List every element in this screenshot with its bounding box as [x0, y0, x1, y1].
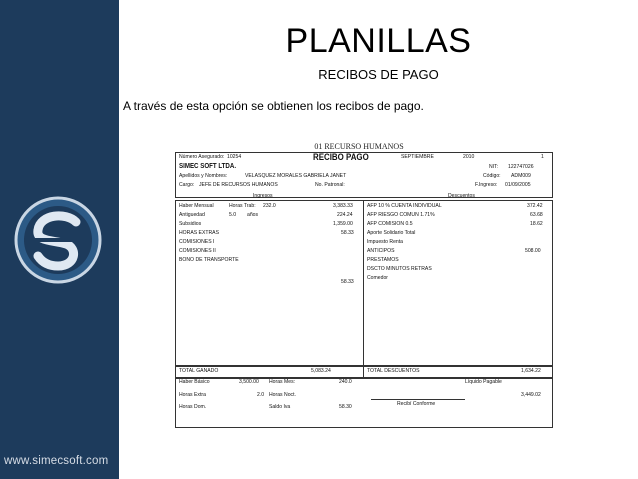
totals-box: [175, 366, 553, 378]
extra-hours-label: Horas Extra: [179, 392, 206, 398]
afp1-label: AFP 10 % CUENTA INDIVIDUAL: [367, 203, 442, 209]
signature-label: Recibí Conforme: [397, 401, 436, 407]
hours-worked-value: 232.0: [263, 203, 276, 209]
extra-hours-value: 2.0: [257, 392, 265, 398]
slide-description: A través de esta opción se obtienen los recibos de pago.: [123, 99, 424, 113]
commissions1-label: COMISIONES I: [179, 239, 215, 245]
nit-value: 122747026: [508, 164, 534, 170]
income-header: Ingresos: [253, 193, 273, 199]
seniority-years: 5.0: [229, 212, 237, 218]
base-salary-label: Haber Mensual: [179, 203, 214, 209]
night-hours-label: Horas Noct.: [269, 392, 296, 398]
afp1-value: 372.42: [527, 203, 543, 209]
receipt-body-box: [175, 200, 553, 366]
net-pay-value: 3,449.02: [521, 392, 541, 398]
hours-worked-label: Horas Trab:: [229, 203, 256, 209]
date-value: 01/09/2005: [505, 182, 531, 188]
slide-subtitle: RECIBOS DE PAGO: [318, 67, 439, 82]
afp3-value: 18.62: [530, 221, 543, 227]
sunday-hours-label: Horas Dom.: [179, 404, 207, 410]
balance-label: Saldo Iva: [269, 404, 291, 410]
receipt-page: 1: [541, 154, 544, 160]
company-name: SIMEC SOFT LTDA.: [179, 163, 237, 170]
advances-value: 508.00: [525, 248, 541, 254]
receipt-month: SEPTIEMBRE: [401, 154, 434, 160]
nit-label: NIT:: [489, 164, 499, 170]
receipt-title: RECIBO PAGO: [313, 152, 369, 162]
month-hours-value: 240.0: [339, 379, 352, 385]
total-deductions-value: 1,634.22: [521, 368, 541, 374]
advances-label: ANTICIPOS: [367, 248, 395, 254]
afp2-value: 63.68: [530, 212, 543, 218]
total-earned-value: 5,083.24: [311, 368, 331, 374]
receipt-year: 2010: [463, 154, 475, 160]
receipt-department: 01 RECURSO HUMANOS: [314, 142, 404, 151]
overtime-label: HORAS EXTRAS: [179, 230, 219, 236]
subsidies-label: Subsidios: [179, 221, 202, 227]
pay-receipt: [163, 142, 555, 468]
late-label: DSCTO MINUTOS RETRAS: [367, 266, 432, 272]
net-pay-label: Líquido Pagable: [465, 379, 502, 385]
insured-value: 10254: [227, 154, 242, 160]
transport-label: BONO DE TRANSPORTE: [179, 257, 239, 263]
seniority-unit: años: [247, 212, 259, 218]
loans-label: PRESTAMOS: [367, 257, 399, 263]
slide-title: PLANILLAS: [285, 22, 472, 60]
canteen-label: Comedor: [367, 275, 388, 281]
signature-line: [371, 399, 465, 400]
total-deductions-label: TOTAL DESCUENTOS: [367, 368, 420, 374]
simec-logo-icon: [14, 196, 102, 284]
overtime-value: 58.33: [341, 230, 354, 236]
insured-label: Número Asegurado:: [179, 154, 225, 160]
receipt-divider: [363, 200, 364, 366]
sidebar: [0, 0, 119, 479]
footer-url: www.simecsoft.com: [4, 455, 109, 467]
seniority-label: Antiguedad: [179, 212, 205, 218]
code-label: Código:: [483, 173, 501, 179]
totals-divider: [363, 366, 364, 378]
transport-value: 58.33: [341, 279, 354, 285]
subsidies-value: 1,359.00: [333, 221, 353, 227]
month-hours-label: Horas Mes:: [269, 379, 296, 385]
names-value: VELASQUEZ MORALES GABRIELA JANET: [245, 173, 347, 179]
names-label: Apellidos y Nombres:: [179, 173, 228, 179]
employer-label: No. Patronal:: [315, 182, 345, 188]
solidarity-label: Aporte Solidario Total: [367, 230, 416, 236]
afp3-label: AFP COMISION 0.5: [367, 221, 413, 227]
code-value: ADM009: [511, 173, 531, 179]
total-earned-label: TOTAL GANADO: [179, 368, 219, 374]
position-value: JEFE DE RECURSOS HUMANOS: [199, 182, 278, 188]
seniority-value: 224.24: [337, 212, 353, 218]
basic-label: Haber Básico: [179, 379, 210, 385]
commissions2-label: COMISIONES II: [179, 248, 216, 254]
tax-label: Impuesto Renta: [367, 239, 404, 245]
date-label: F.Ingreso:: [475, 182, 498, 188]
deductions-header: Descuentos: [448, 193, 475, 199]
balance-value: 58.30: [339, 404, 352, 410]
base-salary-value: 3,383.33: [333, 203, 353, 209]
afp2-label: AFP RIESGO COMUN 1.71%: [367, 212, 435, 218]
position-label: Cargo:: [179, 182, 195, 188]
basic-value: 3,500.00: [239, 379, 259, 385]
summary-box: [175, 378, 553, 428]
